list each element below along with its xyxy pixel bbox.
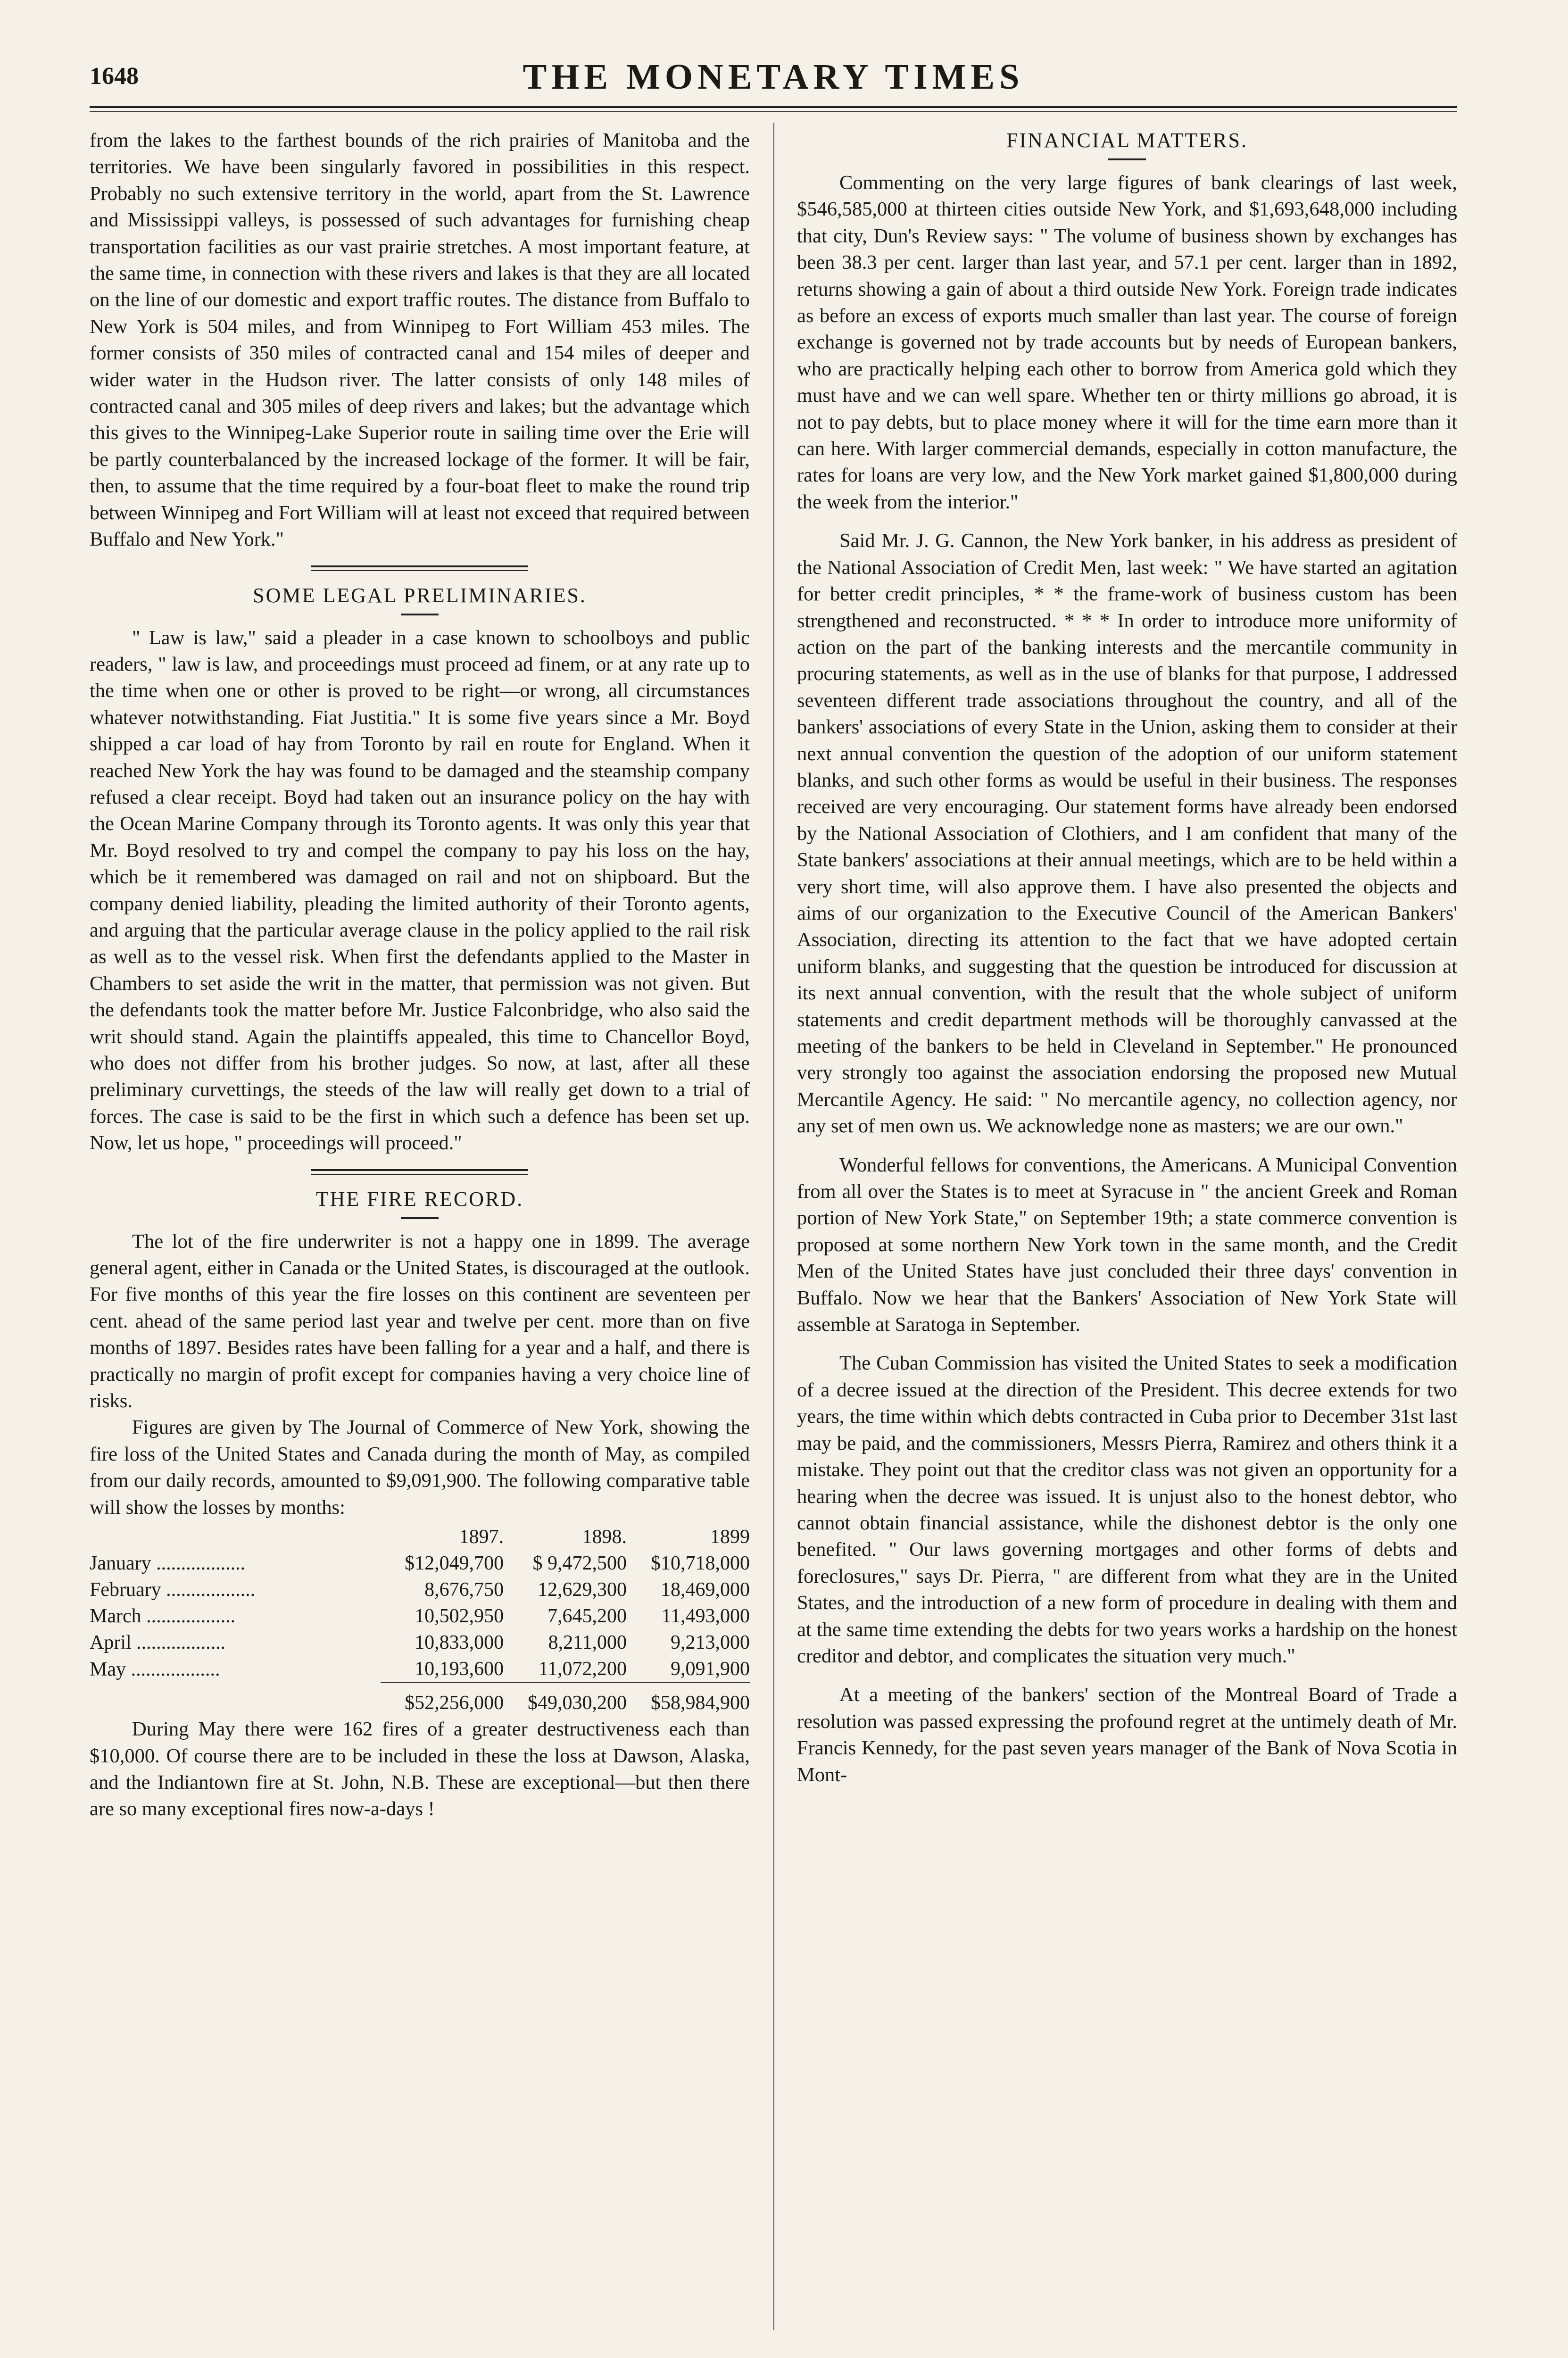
- title-rule: [1108, 158, 1146, 160]
- fire-loss-table: [90, 1524, 750, 1716]
- column-divider: [773, 123, 774, 2330]
- loss-value: $10,718,000: [651, 1553, 750, 1575]
- title-rule: [401, 614, 439, 615]
- continued-article-text: from the lakes to the farthest bounds of the rich prairies of Manitoba and the territories. We have been singularly favored in possibilities in this respect. Probably no such extensive territory in the world, apart from the St. Lawrence and Mississippi valleys, is possessed of such advantages for furnishing cheap transportation facilities as our vast prairie stretches. A most important feature, at the same time, in connection with these rivers and lakes is that they are all located on the line of our domestic and export traffic routes. The distance from Buffalo to New York is 504 miles, and from Winnipeg to Fort William 453 miles. The former consists of 350 miles of contracted canal and 154 miles of deeper and wider water in the Hudson river. The latter consists of only 148 miles of contracted canal and 305 miles of deep rivers and lakes; but the advantage which this gives to the Winnipeg-Lake Superior route in sailing time over the Erie will be partly counterbalanced by the increased lockage of the former. It will be fair, then, to assume that the time required by a four-boat fleet to make the round trip between Winnipeg and Fort William will at least not exceed that required between Buffalo and New York.": [90, 129, 750, 551]
- loss-value: 10,193,600: [415, 1658, 504, 1680]
- financial-paragraph-1: Commenting on the very large figures of bank clearings of last week, $546,585,000 at thirteen cities outside New York, and $1,693,648,000 including that city, Dun's Review says: " The volume of business shown by exchanges has been 38.3 per cent. larger than last year, and 57.1 per cent. larger than in 1892, returns showing a gain of about a third outside New York. Foreign trade indicates as before an excess of exports much smaller than last year. The course of foreign exchange is governed not by trade accounts but by needs of European bankers, who are practically helping each other to borrow from America gold which they must have and we can well spare. Whether ten or thirty millions go abroad, it is not to pay debts, but to place money where it will for the time earn more than it can here. With larger commercial demands, especially in cotton manufacture, the rates for loans are very low, and the New York market gained $1,800,000 during the week from the interior.": [797, 172, 1457, 513]
- month-label: February ..................: [90, 1579, 256, 1601]
- table-total-row: [90, 1683, 750, 1716]
- total-value: $52,256,000: [381, 1683, 504, 1716]
- left-column: [90, 127, 750, 1823]
- fire-paragraph-3: During May there were 162 fires of a greater destructiveness each than $10,000. Of course there are to be included in these the loss at Dawson, Alaska, and the Indiantown fire at St. John, N.B. These are exceptional—but then there are so many exceptional fires now-a-days !: [90, 1718, 750, 1820]
- year-header: 1897.: [459, 1526, 504, 1548]
- fire-paragraph-2: Figures are given by The Journal of Commerce of New York, showing the fire loss of the United States and Canada during the month of May, as compiled from our daily records, amounted to $9,091,900. The following comparative table will show the losses by months:: [90, 1416, 750, 1519]
- financial-section-title: FINANCIAL MATTERS.: [1006, 129, 1248, 152]
- total-value: $58,984,900: [627, 1683, 750, 1716]
- legal-article-body: " Law is law," said a pleader in a case known to schoolboys and public readers, " law is law, and proceedings must proceed ad finem, or at any rate up to the time when one or other is proved to be right—or wrong, all circumstances whatever notwithstanding. Fiat Justitia." It is some five years since a Mr. Boyd shipped a car load of hay from Toronto by rail en route for England. When it reached New York the hay was found to be damaged and the steamship company refused a clear receipt. Boyd had taken out an insurance policy on the hay with the Ocean Marine Company through its Toronto agents. It was only this year that Mr. Boyd resolved to try and compel the company to pay his loss on the hay, which be it remembered was damaged on rail and not on shipboard. But the company denied liability, pleading the limited authority of their Toronto agents, and arguing that the particular average clause in the policy applied to the rail risk as well as to the vessel risk. When first the defendants applied to the Master in Chambers to set aside the writ in the matter, that permission was not given. But the defendants took the matter before Mr. Justice Falconbridge, who also said the writ should stand. Again the plaintiffs appealed, this time to Chancellor Boyd, who does not differ from his brother judges. So now, at last, after all these preliminary curvettings, the steeds of the law will really get down to a trial of forces. The case is said to be the first in which such a defence has been set up. Now, let us hope, " proceedings will proceed.": [90, 626, 750, 1154]
- loss-value: 8,676,750: [424, 1579, 504, 1601]
- loss-value: 10,502,950: [415, 1605, 504, 1627]
- table-row: [90, 1550, 750, 1577]
- year-header: 1898.: [582, 1526, 627, 1548]
- fire-paragraph-1: The lot of the fire underwriter is not a happy one in 1899. The average general agent, either in Canada or the United States, is discouraged at the outlook. For five months of this year the fire losses on this continent are seventeen per cent. ahead of the same period last year and twelve per cent. more than on five months of 1897. Besides rates have been falling for a year and a half, and there is practically no margin of profit except for companies having a very choice line of risks.: [90, 1230, 750, 1412]
- loss-value: 11,072,200: [538, 1658, 627, 1680]
- header-rule: [90, 106, 1457, 108]
- page-header: [90, 57, 1457, 108]
- publication-title: THE MONETARY TIMES: [523, 57, 1024, 97]
- title-rule: [401, 1217, 439, 1219]
- header-rule-thin: [90, 111, 1457, 112]
- loss-value: $12,049,700: [405, 1553, 504, 1575]
- month-label: May ..................: [90, 1658, 220, 1680]
- legal-section-title: SOME LEGAL PRELIMINARIES.: [253, 583, 587, 607]
- loss-value: 7,645,200: [548, 1605, 627, 1627]
- loss-value: 10,833,000: [415, 1632, 504, 1654]
- loss-value: 8,211,000: [548, 1632, 627, 1654]
- section-divider: [311, 565, 528, 571]
- loss-value: $ 9,472,500: [532, 1553, 627, 1575]
- month-label: April ..................: [90, 1632, 226, 1654]
- month-label: January ..................: [90, 1553, 246, 1575]
- loss-value: 9,213,000: [671, 1632, 750, 1654]
- table-row: [90, 1603, 750, 1629]
- loss-value: 12,629,300: [538, 1579, 627, 1601]
- table-row: [90, 1577, 750, 1603]
- year-header: 1899: [710, 1526, 750, 1548]
- total-value: $49,030,200: [504, 1683, 627, 1716]
- section-divider: [311, 1169, 528, 1175]
- month-label: March ..................: [90, 1605, 236, 1627]
- financial-paragraph-2: Said Mr. J. G. Cannon, the New York banker, in his address as president of the National Association of Credit Men, last week: " We have started an agitation for better credit principles, * * the frame-work of business custom has been strengthened and reconstructed. * * * In order to introduce more uniformity of action on the part of the banking interests and the mercantile community in procuring statements, as well as in the use of blanks for that purpose, I addressed seventeen different trade associations throughout the country, and all of the bankers' associations of every State in the Union, asking them to consider at their next annual convention the question of the adoption of our uniform statement blanks, and such other forms as would be useful in their business. The responses received are very encouraging. Our statement forms have already been endorsed by the National Association of Clothiers, and I am confident that many of the State bankers' associations at their annual meetings, which are to be held within a very short time, will also approve them. I have also presented the objects and aims of our organization to the Executive Council of the American Bankers' Association, directing its attention to the fact that we have adopted certain uniform blanks, and suggesting that the question be introduced for discussion at its next annual convention, with the result that the whole subject of uniform statements and credit department methods will be thoroughly canvassed at the meeting of the bankers to be held in Cleveland in September." He pronounced very strongly too against the association endorsing the proposed new Mutual Mercantile Agency. He said: " No mercantile agency, no collection agency, nor any set of men own us. We acknowledge none as masters; we are our own.": [797, 530, 1457, 1137]
- financial-paragraph-4: The Cuban Commission has visited the United States to seek a modification of a decree issued at the direction of the President. This decree extends for two years, the time within which debts contracted in Cuba prior to December 31st last may be paid, and the commissioners, Messrs Pierra, Ramirez and others think it a mistake. They point out that the creditor class was not given an opportunity for a hearing when the decree was issued. It is unjust also to the honest debtor, who cannot obtain financial assistance, while the dishonest debtor is the only one benefited. " Our laws governing mortgages and other forms of debts and foreclosures," says Dr. Pierra, " are different from what they are in the United States, and the introduction of a new form of procedure in dealing with them and at the same time extending the debts for two years works a hardship on the honest creditor and debtor, and complicates the situation very much.": [797, 1352, 1457, 1667]
- table-header-row: [90, 1524, 750, 1550]
- right-column: [797, 127, 1457, 1788]
- financial-paragraph-3: Wonderful fellows for conventions, the Americans. A Municipal Convention from all over the States is to meet at Syracuse in " the ancient Greek and Roman portion of New York State," on September 19th; a state commerce convention is proposed at some northern New York town in the same month, and the Credit Men of the United States have just concluded their three days' convention in Buffalo. Now we hear that the Bankers' Association of New York State will assemble at Saratoga in September.: [797, 1154, 1457, 1336]
- page-number: 1648: [90, 63, 139, 90]
- loss-value: 18,469,000: [661, 1579, 750, 1601]
- loss-value: 9,091,900: [671, 1658, 750, 1680]
- table-row: [90, 1629, 750, 1656]
- loss-value: 11,493,000: [661, 1605, 750, 1627]
- table-row: [90, 1656, 750, 1683]
- financial-paragraph-5: At a meeting of the bankers' section of the Montreal Board of Trade a resolution was passed expressing the profound regret at the untimely death of Mr. Francis Kennedy, for the past seven years manager of the Bank of Nova Scotia in Mont-: [797, 1684, 1457, 1786]
- fire-section-title: THE FIRE RECORD.: [315, 1187, 524, 1211]
